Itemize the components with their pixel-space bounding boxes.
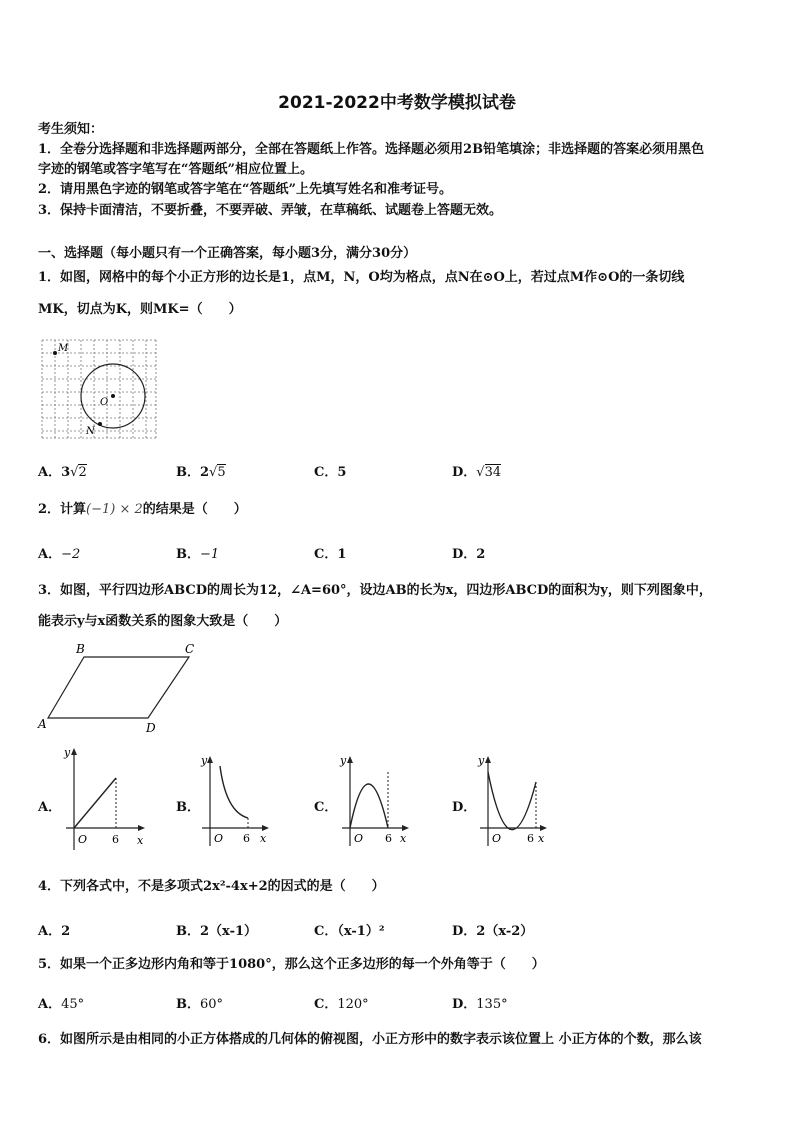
- q1-option-c[interactable]: C．5: [314, 465, 347, 480]
- notice-item-1-cont: 字迹的钢笔或答字笔写在“答题纸”相应位置上。: [38, 162, 313, 177]
- q1-option-d[interactable]: D．√34: [452, 465, 502, 480]
- q3-option-d-graph[interactable]: [474, 752, 552, 850]
- q3-option-b-letter[interactable]: B．: [176, 800, 200, 815]
- q3-stem-line1: 3．如图，平行四边形ABCD的周长为12，∠A=60°，设边AB的长为x，四边形ABCD的面积为y，则下列图象中，: [38, 583, 712, 598]
- q4-option-d[interactable]: D．2（x-2）: [452, 924, 534, 939]
- svg-text:x: x: [137, 834, 144, 847]
- q5-stem: 5．如果一个正多边形内角和等于1080°，那么这个正多边形的每一个外角等于（ ）: [38, 957, 545, 972]
- svg-text:x: x: [400, 832, 407, 845]
- q3-option-c-graph[interactable]: [336, 752, 414, 850]
- sqrt-icon: √2: [70, 465, 87, 480]
- page-title: 2021-2022中考数学模拟试卷: [278, 93, 516, 113]
- q2-option-b[interactable]: B．−1: [176, 547, 220, 562]
- label-b: B: [76, 642, 85, 656]
- notice-item-1: 1．全卷分选择题和非选择题两部分，全部在答题纸上作答。选择题必须用2B铅笔填涂；非选择题的答案必须用黑色: [38, 142, 705, 157]
- q2-stem: 2．计算(−1) × 2的结果是（ ）: [38, 502, 247, 517]
- q2-option-a[interactable]: A．−2: [38, 547, 81, 562]
- svg-text:y: y: [478, 754, 485, 767]
- q3-option-a-letter[interactable]: A．: [38, 800, 62, 815]
- svg-text:y: y: [64, 746, 71, 759]
- q3-option-b-graph[interactable]: [198, 752, 274, 850]
- svg-text:O: O: [354, 832, 364, 845]
- svg-text:6: 6: [385, 832, 392, 845]
- q5-option-c[interactable]: C．120°: [314, 997, 369, 1012]
- svg-text:y: y: [340, 754, 347, 767]
- section-heading: 一、选择题（每小题只有一个正确答案，每小题3分，满分30分）: [38, 246, 417, 261]
- q5-option-d[interactable]: D．135°: [452, 997, 508, 1012]
- sqrt-icon: √34: [476, 465, 502, 480]
- label-m: M: [58, 343, 69, 354]
- point-n: [98, 422, 102, 426]
- svg-text:O: O: [214, 832, 224, 845]
- svg-text:x: x: [538, 832, 545, 845]
- label-c: C: [185, 642, 195, 656]
- q1-stem-line2: MK，切点为K，则MK=（ ）: [38, 302, 242, 317]
- q6-stem: 6．如图所示是由相同的小正方体搭成的几何体的俯视图，小正方形中的数字表示该位置上 小正方体的个数，那么该: [38, 1032, 702, 1047]
- notice-item-2: 2．请用黑色字迹的钢笔或答字笔在“答题纸”上先填写姓名和准考证号。: [38, 182, 453, 197]
- notice-item-3: 3．保持卡面清洁，不要折叠，不要弄破、弄皱，在草稿纸、试题卷上答题无效。: [38, 203, 503, 218]
- point-o: [111, 394, 115, 398]
- q3-parallelogram-figure: [36, 640, 200, 736]
- label-n: N: [86, 426, 95, 437]
- label-o: O: [100, 397, 109, 408]
- q1-figure-grid: [38, 336, 162, 442]
- q3-stem-line2: 能表示y与x函数关系的图象大致是（ ）: [38, 614, 288, 629]
- label-d: D: [146, 721, 156, 735]
- sqrt-icon: √5: [209, 465, 226, 480]
- q4-stem: 4．下列各式中，不是多项式2x²-4x+2的因式的是（ ）: [38, 879, 385, 894]
- svg-text:6: 6: [243, 832, 250, 845]
- svg-text:6: 6: [112, 833, 119, 846]
- svg-text:6: 6: [527, 832, 534, 845]
- notice-heading: 考生须知：: [38, 122, 104, 137]
- label-a: A: [38, 717, 47, 731]
- q4-option-c[interactable]: C．（x-1）²: [314, 924, 385, 939]
- q5-option-a[interactable]: A．45°: [38, 997, 85, 1012]
- q3-option-c-letter[interactable]: C．: [314, 800, 338, 815]
- svg-text:x: x: [260, 832, 267, 845]
- q2-option-c[interactable]: C．1: [314, 547, 347, 562]
- svg-text:O: O: [492, 832, 502, 845]
- svg-text:y: y: [201, 754, 208, 767]
- q4-option-a[interactable]: A．2: [38, 924, 71, 939]
- q2-expression: (−1) × 2: [86, 502, 143, 517]
- q1-stem-line1: 1．如图，网格中的每个小正方形的边长是1，点M，N，O均为格点，点N在⊙O上，若过点M作⊙O的一条切线: [38, 270, 685, 285]
- q2-option-d[interactable]: D．2: [452, 547, 486, 562]
- q1-option-b[interactable]: B．2√5: [176, 465, 226, 480]
- q1-option-a[interactable]: A．3√2: [38, 465, 87, 480]
- q3-option-a-graph[interactable]: [60, 744, 148, 856]
- q3-option-d-letter[interactable]: D．: [452, 800, 477, 815]
- point-m: [53, 351, 57, 355]
- q4-option-b[interactable]: B．2（x-1）: [176, 924, 258, 939]
- q5-option-b[interactable]: B．60°: [176, 997, 224, 1012]
- svg-text:O: O: [78, 833, 88, 846]
